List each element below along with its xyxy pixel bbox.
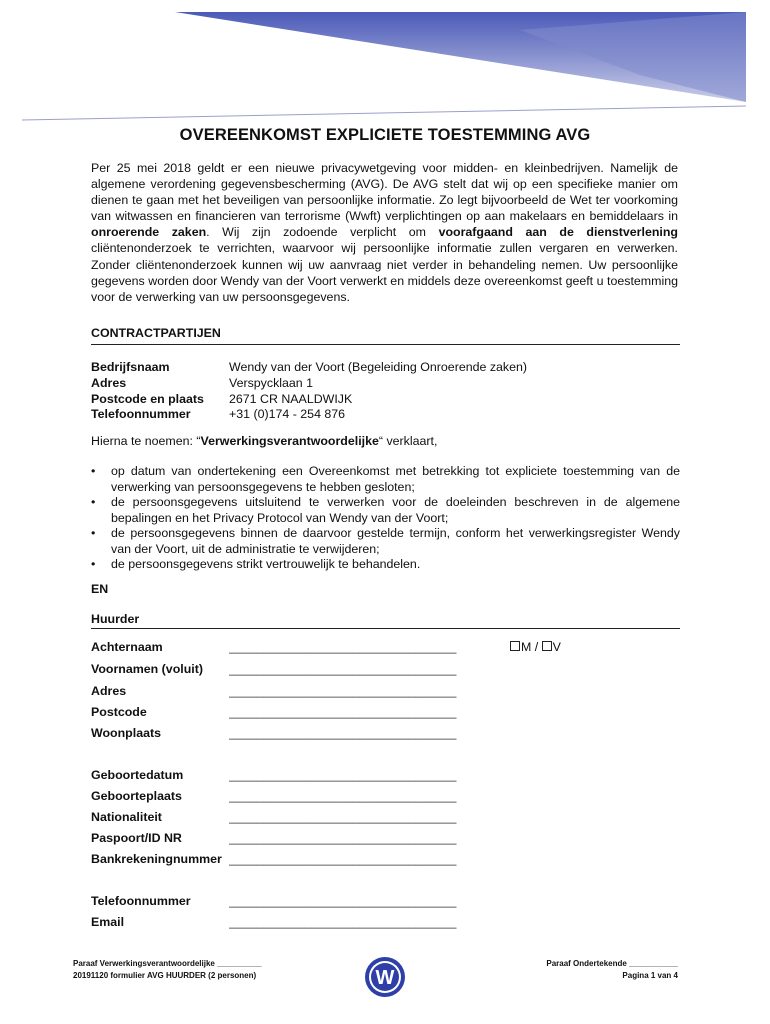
contractpartijen-table — [91, 360, 527, 423]
hierna-line: Hierna te noemen: “Verwerkingsverantwoordelijke“ verklaart, — [91, 434, 438, 448]
logo-letter: W — [375, 967, 395, 989]
gender-select: M / V — [510, 640, 561, 654]
company-logo — [364, 956, 406, 998]
phone-row: Telefoonnummer +31 (0)174 - 254 876 — [91, 407, 346, 422]
company-name-row: Bedrijfsnaam Wendy van der Voort (Begeleiding Onroerende zaken) — [91, 360, 528, 374]
form-code: 20191120 formulier AVG HUURDER (2 personen) — [73, 971, 257, 980]
list-item: • de persoonsgegevens strikt vertrouwelijk te behandelen. — [91, 557, 421, 571]
declaration-list — [91, 464, 680, 573]
list-item: • de persoonsgegevens binnen de daarvoor gestelde termijn, conform het verwerkingsregister Wendy van der Voort, uit de administratie te verwijderen; — [91, 526, 680, 556]
paraaf-ondertekende: Paraaf Ondertekende ___________ — [546, 959, 678, 968]
header-banner — [0, 0, 770, 130]
en-label: EN — [91, 582, 109, 596]
document-title: OVEREENKOMST EXPLICIETE TOESTEMMING AVG — [179, 126, 591, 144]
postcode-row: Postcode en plaats 2671 CR NAALDWIJK — [91, 391, 353, 406]
list-item: • op datum van ondertekening een Overeenkomst met betrekking tot expliciete toestemming van de verwerking van persoonsgegevens te hebben gesloten; — [91, 464, 680, 494]
address-row: Adres Verspycklaan 1 — [91, 375, 314, 390]
divider — [91, 344, 680, 345]
divider — [91, 628, 680, 629]
huurder-heading: Huurder — [91, 612, 140, 626]
list-item: • de persoonsgegevens uitsluitend te verwerken voor de doeleinden beschreven in de algemene bepalingen en het Privacy Protocol van Wendy van der Voort; — [91, 495, 680, 525]
paraaf-verwerkingsverantwoordelijke: Paraaf Verwerkingsverantwoordelijke __________ — [73, 959, 262, 968]
footer-right — [546, 958, 678, 982]
checkbox-m[interactable] — [510, 641, 520, 651]
contractpartijen-heading: CONTRACTPARTIJEN — [91, 326, 221, 340]
page-number: Pagina 1 van 4 — [622, 971, 678, 980]
footer-left — [73, 958, 262, 982]
checkbox-v[interactable] — [542, 641, 552, 651]
intro-paragraph: Per 25 mei 2018 geldt er een nieuwe privacywetgeving voor midden- en kleinbedrijven. Namelijk de algemene verordening gegevensbescherming (AVG). De AVG stelt dat wij op een specifieke manier om dienen te gaan met het beveiligen van persoonlijke informatie. Zo legt bijvoorbeeld de Wet ter voorkoming van witwassen en financieren van terrorisme (Wwft) verplichtingen op aan makelaars en bemiddelaars in onroerende zaken. Wij zijn zodoende verplicht om voorafgaand aan de dienstverlening cliëntenonderzoek te verrichten, waarvoor wij persoonlijke informatie zullen vergaren en verwerken. Zonder cliëntenonderzoek kunnen wij uw aanvraag niet verder in behandeling nemen. Uw persoonlijke gegevens worden door Wendy van der Voort verwerkt en middels deze overeenkomst geeft u toestemming voor de verwerking van uw persoonsgegevens. — [91, 161, 678, 304]
